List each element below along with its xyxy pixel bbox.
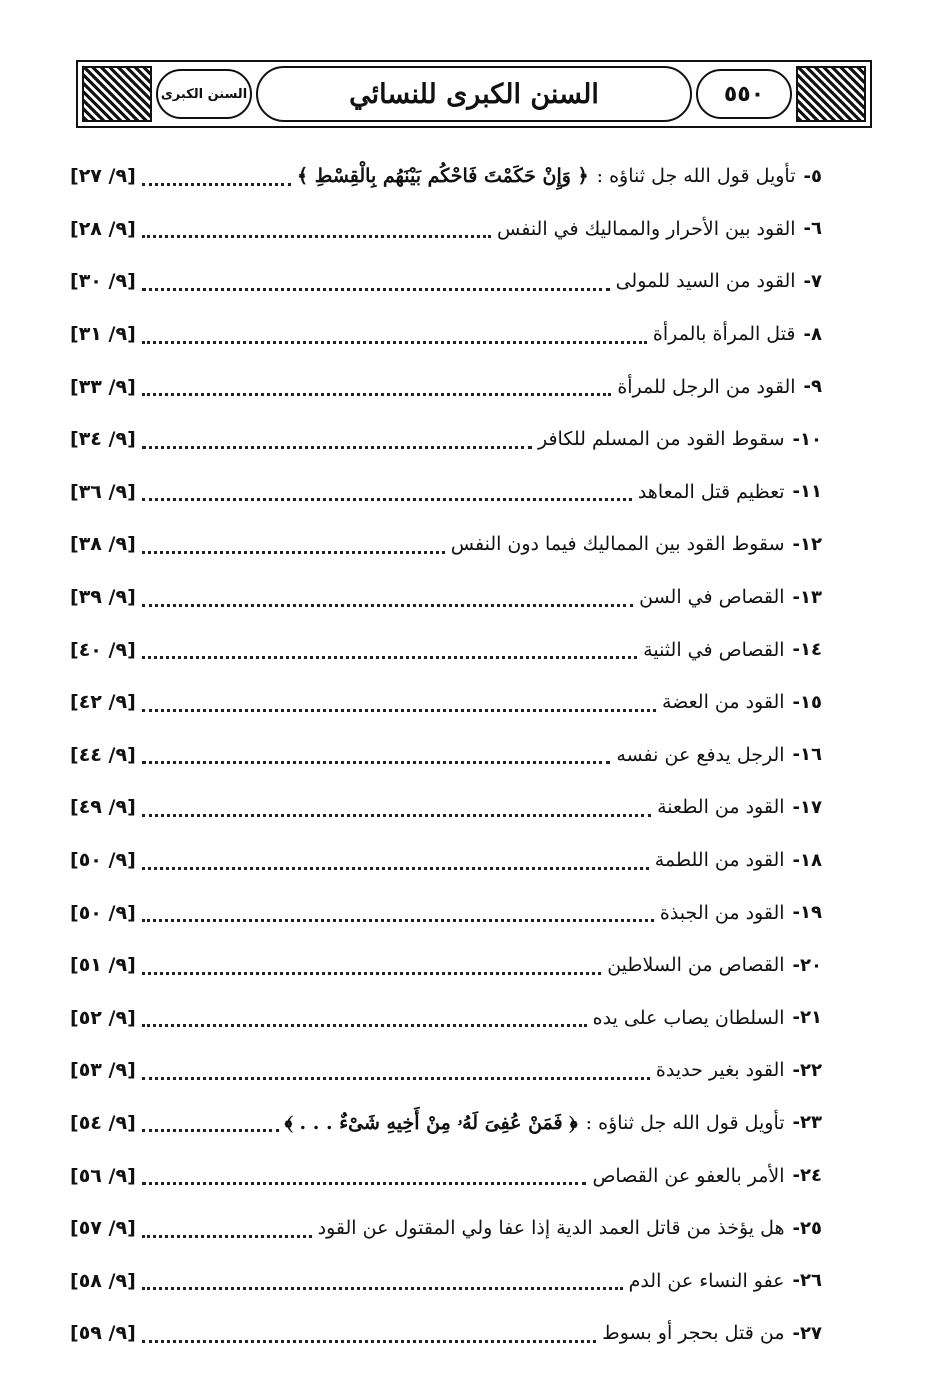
dot-leader <box>142 847 649 870</box>
toc-entry <box>70 413 822 466</box>
entry-number: ١٢- <box>792 533 822 555</box>
toc-entry <box>70 1202 822 1255</box>
entry-number: ٢٦- <box>792 1270 822 1292</box>
entry-number: ١٨- <box>792 849 822 871</box>
entry-title: تأويل قول الله جل ثناؤه : <box>596 165 796 188</box>
entry-title: عفو النساء عن الدم <box>628 1269 785 1292</box>
toc-entry <box>70 150 822 203</box>
entry-number: ١٩- <box>792 902 822 924</box>
volume-page-ref: [٩/ ٥١] <box>70 954 136 977</box>
entry-title: السلطان يصاب على يده <box>592 1006 785 1029</box>
entry-number: ٦- <box>803 218 822 240</box>
dot-leader <box>142 1057 650 1080</box>
toc-entry <box>70 1149 822 1202</box>
entry-number: ٢٥- <box>792 1217 822 1239</box>
dot-leader <box>142 1162 587 1185</box>
volume-page-ref: [٩/ ٥٠] <box>70 849 136 872</box>
entry-number: ٢٠- <box>792 954 822 976</box>
entry-title: القود بغير حديدة <box>655 1059 785 1082</box>
toc-entry <box>70 781 822 834</box>
entry-number: ١٤- <box>792 639 822 661</box>
entry-title: القصاص من السلاطين <box>607 954 785 977</box>
volume-page-ref: [٩/ ٣٣] <box>70 375 136 398</box>
toc-entry <box>70 308 822 361</box>
entry-number: ١٦- <box>792 744 822 766</box>
toc-entry <box>70 623 822 676</box>
entry-number: ٢٢- <box>792 1059 822 1081</box>
toc-entry <box>70 203 822 256</box>
dot-leader <box>142 689 656 712</box>
book-logo-text: السنن الكبرى <box>160 86 248 102</box>
volume-page-ref: [٩/ ٣٦] <box>70 480 136 503</box>
entry-title: الأمر بالعفو عن القصاص <box>592 1164 785 1187</box>
entry-title: القصاص في الثنية <box>643 638 785 661</box>
entry-title: القود من العضة <box>661 691 785 714</box>
toc-entry <box>70 466 822 519</box>
dot-leader <box>142 373 612 396</box>
entry-number: ٧- <box>803 270 822 292</box>
entry-title: هل يؤخذ من قاتل العمد الدية إذا عفا ولي المقتول عن القود <box>317 1217 785 1240</box>
dot-leader <box>142 215 491 238</box>
dot-leader <box>142 1004 587 1027</box>
entry-title: القود من الطعنة <box>657 796 785 819</box>
volume-page-ref: [٩/ ٥٠] <box>70 901 136 924</box>
entry-number: ٩- <box>803 376 822 398</box>
entry-number: ١٥- <box>792 691 822 713</box>
toc-entry <box>70 992 822 1045</box>
entry-title: القصاص في السن <box>639 586 785 609</box>
dot-leader <box>142 478 632 501</box>
volume-page-ref: [٩/ ٥٧] <box>70 1217 136 1240</box>
volume-page-ref: [٩/ ٥٨] <box>70 1269 136 1292</box>
entry-number: ١٣- <box>792 586 822 608</box>
book-logo <box>156 69 252 119</box>
volume-page-ref: [٩/ ٢٨] <box>70 217 136 240</box>
toc-entry <box>70 1254 822 1307</box>
volume-page-ref: [٩/ ٣٩] <box>70 586 136 609</box>
volume-page-ref: [٩/ ٤٤] <box>70 743 136 766</box>
toc-entry <box>70 1307 822 1360</box>
entry-title: القود بين الأحرار والمماليك في النفس <box>496 217 796 240</box>
dot-leader <box>142 426 532 449</box>
entry-title: تعظيم قتل المعاهد <box>637 480 785 503</box>
entry-number: ٢٤- <box>792 1165 822 1187</box>
page-header <box>76 60 872 128</box>
dot-leader <box>142 952 601 975</box>
volume-page-ref: [٩/ ٣٤] <box>70 428 136 451</box>
entry-number: ٢٣- <box>792 1112 822 1134</box>
entry-title: القود من الرجل للمرأة <box>617 375 796 398</box>
toc-entry <box>70 360 822 413</box>
toc-entry <box>70 1097 822 1150</box>
ornament-left <box>82 66 152 122</box>
volume-page-ref: [٩/ ٢٧] <box>70 165 136 188</box>
ornament-right <box>796 66 866 122</box>
volume-page-ref: [٩/ ٥٢] <box>70 1006 136 1029</box>
entry-title: قتل المرأة بالمرأة <box>652 323 796 346</box>
entry-title: سقوط القود من المسلم للكافر <box>537 428 785 451</box>
volume-page-ref: [٩/ ٣٨] <box>70 533 136 556</box>
toc-entry <box>70 571 822 624</box>
entry-number: ٢١- <box>792 1007 822 1029</box>
volume-page-ref: [٩/ ٤٢] <box>70 691 136 714</box>
title-frame <box>256 66 692 122</box>
entry-title: الرجل يدفع عن نفسه <box>616 743 785 766</box>
toc-entry <box>70 729 822 782</box>
volume-page-ref: [٩/ ٣٠] <box>70 270 136 293</box>
volume-page-ref: [٩/ ٣١] <box>70 323 136 346</box>
entry-title: من قتل بحجر أو بسوط <box>602 1322 785 1345</box>
dot-leader <box>142 268 610 291</box>
table-of-contents <box>70 150 822 1360</box>
volume-page-ref: [٩/ ٥٦] <box>70 1164 136 1187</box>
entry-number: ٨- <box>803 323 822 345</box>
entry-number: ٥- <box>803 165 822 187</box>
dot-leader <box>142 1109 279 1132</box>
running-title: السنن الكبرى للنسائي <box>349 78 599 110</box>
entry-title: القود من السيد للمولى <box>615 270 796 293</box>
entry-number: ٢٧- <box>792 1322 822 1344</box>
toc-entry <box>70 886 822 939</box>
volume-page-ref: [٩/ ٥٣] <box>70 1059 136 1082</box>
dot-leader <box>142 163 291 186</box>
dot-leader <box>142 584 633 607</box>
volume-page-ref: [٩/ ٤٩] <box>70 796 136 819</box>
dot-leader <box>142 636 637 659</box>
toc-entry <box>70 1044 822 1097</box>
dot-leader <box>142 1267 623 1290</box>
entry-number: ١١- <box>792 481 822 503</box>
dot-leader <box>142 1320 596 1343</box>
page-number-frame <box>696 69 792 119</box>
dot-leader <box>142 794 651 817</box>
quran-verse: ﴿ وَإِنْ حَكَمْتَ فَاحْكُم بَيْنَهُم بِالْقِسْطِ ﴾ <box>297 165 589 188</box>
entry-number: ١٠- <box>792 428 822 450</box>
entry-title: سقوط القود بين المماليك فيما دون النفس <box>450 533 785 556</box>
dot-leader <box>142 899 654 922</box>
entry-number: ١٧- <box>792 796 822 818</box>
entry-title: تأويل قول الله جل ثناؤه : <box>585 1111 785 1134</box>
toc-entry <box>70 255 822 308</box>
volume-page-ref: [٩/ ٥٤] <box>70 1111 136 1134</box>
volume-page-ref: [٩/ ٥٩] <box>70 1322 136 1345</box>
dot-leader <box>142 321 647 344</box>
toc-entry <box>70 939 822 992</box>
volume-page-ref: [٩/ ٤٠] <box>70 638 136 661</box>
page-number: ٥٥٠ <box>723 81 765 107</box>
quran-verse: ﴿ فَمَنْ عُفِىَ لَهُۥ مِنْ أَخِيهِ شَىْءٌ . . . ﴾ <box>284 1111 578 1134</box>
toc-entry <box>70 518 822 571</box>
entry-title: القود من الجبذة <box>659 901 785 924</box>
entry-title: القود من اللطمة <box>654 849 785 872</box>
dot-leader <box>142 531 445 554</box>
dot-leader <box>142 1215 312 1238</box>
toc-entry <box>70 676 822 729</box>
dot-leader <box>142 741 611 764</box>
toc-entry <box>70 834 822 887</box>
